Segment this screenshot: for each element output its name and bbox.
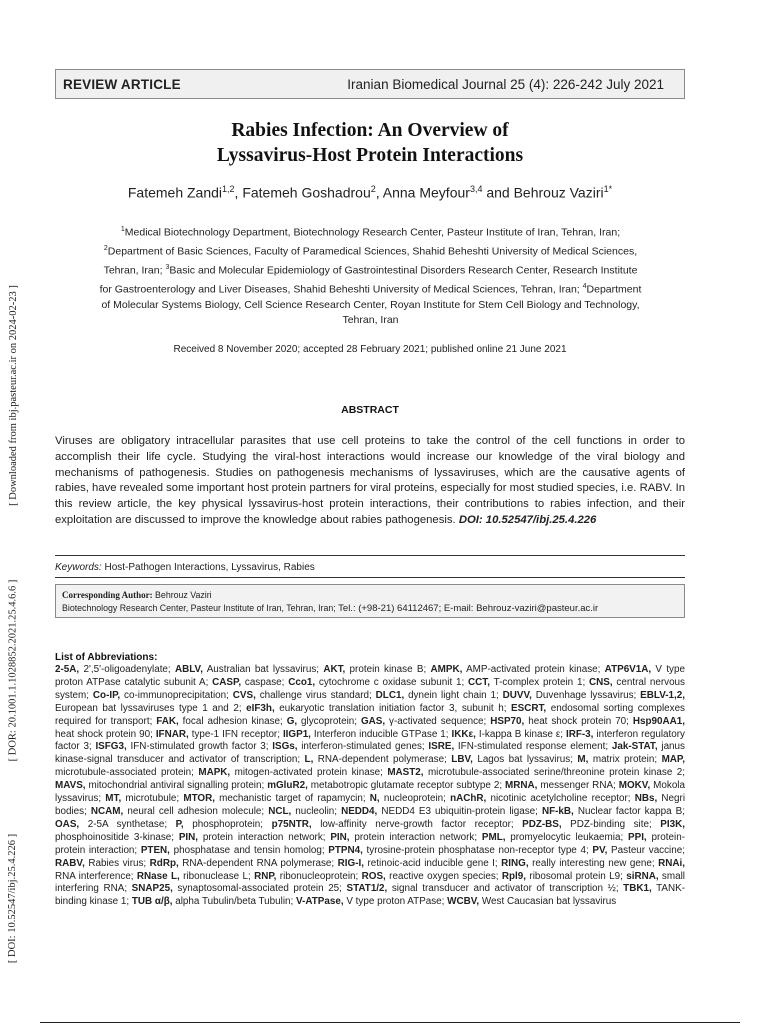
abbreviation-term: RIG-I, [337, 857, 364, 869]
download-stamp-text: [ Downloaded from ibj.pasteur.ac.ir on 2024-02-23 ] [7, 284, 19, 506]
abbreviation-term: NCAM, [90, 805, 124, 817]
abbreviation-term: NCL, [268, 805, 292, 817]
abbreviation-definition: I-kappa B kinase ε; [475, 728, 566, 740]
abbreviation-definition: challenge virus standard; [255, 689, 376, 701]
abbreviation-definition: janus kinase-signal transducer and activator of transcription; [55, 741, 685, 766]
abbreviation-term: ISGs, [272, 741, 298, 753]
abbreviations-heading: List of Abbreviations: [55, 652, 158, 663]
abbreviation-term: ISRE, [428, 741, 455, 753]
abbreviation-term: TUB α/β, [131, 896, 173, 908]
abbreviation-term: CNS, [589, 676, 613, 688]
abbreviation-term: Cco1, [288, 676, 316, 688]
abbreviation-term: ABLV, [174, 664, 203, 675]
abstract-heading: ABSTRACT [341, 404, 399, 416]
abbreviation-definition: protein interaction network; [349, 831, 482, 843]
abbreviation-term: AKT, [323, 664, 346, 675]
author-affiliation-mark: 3,4 [469, 184, 483, 194]
abbreviation-definition: IFN-stimulated response element; [454, 741, 612, 753]
abbreviations-list [55, 664, 685, 909]
corresponding-author-name: Behrouz Vaziri [152, 590, 212, 600]
abbreviation-term: P, [175, 818, 184, 830]
abbreviation-term: MAST2, [387, 767, 424, 779]
abbreviation-term: G, [286, 715, 298, 727]
abbreviation-term: Jak-STAT, [611, 741, 658, 753]
abbreviation-term: PDZ-BS, [522, 818, 562, 830]
affiliation-list [98, 222, 643, 328]
abbreviation-definition: phosphoinositide 3-kinase; [55, 831, 179, 843]
abbreviation-definition: alpha Tubulin/beta Tubulin; [172, 896, 297, 908]
abbreviation-term: CASP, [212, 676, 242, 688]
abbreviation-term: MAPK, [198, 767, 231, 779]
abbreviation-definition: protein kinase B; [345, 664, 431, 675]
keywords [55, 562, 685, 573]
abbreviation-definition: matrix protein; [588, 754, 662, 766]
author-name: Fatemeh Zandi [127, 184, 223, 201]
abbreviation-term: CVS, [232, 689, 256, 701]
abbreviation-definition: tyrosine-protein phosphatase non-receptor type 4; [362, 844, 593, 856]
abbreviation-term: ROS, [361, 870, 386, 882]
abbreviation-term: RNAi, [658, 857, 685, 869]
abbreviation-definition: V type proton ATPase catalytic subunit A; [55, 664, 685, 688]
abbreviation-definition: eukaryotic translation initiation factor 3, subunit h; [274, 702, 512, 714]
footer-rule [40, 1022, 740, 1023]
abstract-text [55, 434, 685, 529]
abstract-divider [55, 555, 685, 556]
abbreviation-term: CCT, [468, 676, 490, 688]
abbreviation-definition: AMP-activated protein kinase; [462, 664, 605, 675]
abbreviation-term: M, [577, 754, 589, 766]
abbreviation-definition: TANK-binding kinase 1; [55, 883, 685, 908]
abbreviation-definition: endosomal sorting complexes required for transport; [55, 702, 685, 727]
affiliation-mark: 2 [103, 244, 108, 252]
abbreviation-definition: Rabies virus; [84, 857, 150, 869]
title-line-1: Rabies Infection: An Overview of [231, 120, 509, 141]
abbreviation-definition: Interferon inducible GTPase 1; [310, 728, 452, 740]
abbreviation-definition: Australian bat lyssavirus; [202, 664, 324, 675]
abbreviation-term: IFNAR, [155, 728, 189, 740]
author-name: Behrouz Vaziri [513, 184, 604, 201]
download-stamp [0, 270, 26, 520]
abbreviation-term: GAS, [360, 715, 386, 727]
abbreviation-definition: mechanistic target of rapamycin; [214, 793, 370, 805]
abbreviation-term: RNP, [254, 870, 277, 882]
abbreviation-term: ISFG3, [95, 741, 127, 753]
abbreviation-definition: T-complex protein 1; [490, 676, 590, 688]
abbreviation-term: PIN, [330, 831, 350, 843]
abbreviation-definition: RNA-dependent polymerase; [313, 754, 452, 766]
author-separator: , [375, 184, 383, 201]
abbreviation-term: PTEN, [140, 844, 170, 856]
abbreviation-definition: heat shock protein 70; [524, 715, 633, 727]
abbreviation-definition: interferon-stimulated genes; [297, 741, 429, 753]
abbreviation-term: MAVS, [55, 780, 86, 792]
abbreviation-definition: heat shock protein 90; [55, 728, 156, 740]
publication-dates: Received 8 November 2020; accepted 28 February 2021; published online 21 June 2021 [173, 344, 567, 355]
abbreviation-definition: co-immunoprecipitation; [120, 689, 233, 701]
article-type-label: REVIEW ARTICLE [63, 76, 181, 92]
author-name: Fatemeh Goshadrou [242, 184, 371, 201]
abbreviation-term: PI3K, [660, 818, 685, 830]
abbreviation-term: siRNA, [626, 870, 659, 882]
abbreviation-definition: type-1 IFN receptor; [188, 728, 283, 740]
abbreviation-definition: RNA-dependent RNA polymerase; [178, 857, 338, 869]
abbreviation-definition: ribonucleoprotein; [276, 870, 362, 882]
keywords-label: Keywords: [55, 562, 102, 573]
abbreviation-term: OAS, [55, 818, 80, 830]
author-separator: , [234, 184, 243, 201]
affiliation-text: Medical Biotechnology Department, Biotechnology Research Center, Pasteur Institute of Iran, Tehran, Iran; [124, 226, 621, 239]
abbreviation-term: NF-kB, [541, 805, 574, 817]
abstract-body-text: Viruses are obligatory intracellular parasites that use cell proteins to take the control of the cell functions in order to accomplish their life cycle. Studying the viral-host interactions would increase our knowledge of the viral biology and mechanisms of pathogenesis. Studies on pathogenesis mechanisms of lyssaviruses, which are the causative agents of rabies, have revealed some important host protein partners for viral proteins, especially for most studied species, i.e. RABV. In this review article, the key physical lyssavirus-host protein interactions, their contributions to rabies infection, and their exploitation are discussed to improve the knowledge about rabies pathogenesis. [55, 435, 686, 526]
abbreviation-definition: microtubule; [121, 793, 184, 805]
abbreviation-term: RdRp, [149, 857, 179, 869]
abbreviation-definition: small interfering RNA; [55, 870, 685, 895]
abbreviation-term: EBLV-1,2, [640, 689, 685, 701]
keywords-text: Host-Pathogen Interactions, Lyssavirus, Rabies [101, 562, 315, 573]
abbreviation-term: N, [369, 793, 380, 805]
abbreviation-definition: Pasteur vaccine; [607, 844, 685, 856]
abbreviation-definition: protein interaction network; [198, 831, 331, 843]
abbreviation-term: Co-IP, [92, 689, 121, 701]
abbreviation-term: Rpl9, [501, 870, 527, 882]
abbreviation-term: NEDD4, [341, 805, 378, 817]
abbreviation-definition: Mokola lyssavirus; [55, 780, 685, 805]
affiliation-text: Department of Molecular Systems Biology, Cell Science Research Center, Royan Institute for Stem Cell Biology and Technology, Tehran, Iran [101, 283, 642, 327]
abbreviation-term: AMPK, [430, 664, 463, 675]
abbreviation-definition: phosphatase and tensin homolog; [169, 844, 329, 856]
abbreviation-definition: 2-5A synthetase; [79, 818, 176, 830]
author-affiliation-mark: 1,2 [222, 184, 235, 194]
abbreviation-definition: phosphoprotein; [183, 818, 272, 830]
abbreviation-term: DLC1, [375, 689, 405, 701]
author-affiliation-mark: 2 [370, 184, 376, 194]
abbreviation-definition: low-affinity nerve-growth factor receptor; [311, 818, 523, 830]
affiliation-mark: 3 [165, 263, 170, 271]
abbreviation-term: V-ATPase, [296, 896, 344, 908]
abbreviation-term: MOKV, [618, 780, 651, 792]
author-list [0, 184, 740, 201]
abbreviation-term: nAChR, [450, 793, 487, 805]
abbreviation-definition: interferon regulatory factor 3; [55, 728, 685, 753]
corresponding-author-line [62, 589, 678, 602]
abbreviation-definition: nucleolin; [291, 805, 342, 817]
abbreviation-term: eIF3h, [246, 702, 275, 714]
author-affiliation-mark: 1* [603, 184, 613, 194]
abbreviation-definition: central nervous system; [55, 676, 685, 701]
corresponding-contact-line [62, 602, 678, 615]
journal-citation: Iranian Biomedical Journal 25 (4): 226-242 July 2021 [347, 76, 664, 92]
abbreviation-term: IRF-3, [565, 728, 594, 740]
abbreviation-definition: metabotropic glutamate receptor subtype 2; [307, 780, 506, 792]
title-line-2: Lyssavirus-Host Protein Interactions [216, 145, 524, 166]
abbreviation-definition: Lagos bat lyssavirus; [472, 754, 578, 766]
abbreviation-term: PIN, [178, 831, 199, 843]
journal-header [55, 69, 685, 99]
abbreviation-term: RABV, [55, 857, 85, 869]
abbreviation-term: RING, [501, 857, 529, 869]
abbreviation-term: MRNA, [505, 780, 538, 792]
affiliation-mark: 4 [582, 282, 587, 290]
abbreviation-term: WCBV, [447, 896, 480, 908]
abbreviation-term: TBK1, [623, 883, 652, 895]
author-separator: and [482, 184, 514, 201]
abbreviation-definition: nucleoprotein; [379, 793, 451, 805]
abbreviation-definition: NEDD4 E3 ubiquitin-protein ligase; [377, 805, 542, 817]
abbreviation-term: MAP, [661, 754, 685, 766]
affiliation-text: Department of Basic Sciences, Faculty of Paramedical Sciences, Shahid Beheshti University of Medical Sciences, Tehran, Iran; [103, 245, 638, 277]
dor-stamp [0, 575, 26, 765]
abbreviation-definition: microtubule-associated protein; [55, 767, 199, 779]
abbreviation-term: ESCRT, [511, 702, 547, 714]
abbreviation-definition: ribosomal protein L9; [526, 870, 627, 882]
abbreviation-definition: reactive oxygen species; [385, 870, 502, 882]
abbreviation-term: STAT1/2, [346, 883, 388, 895]
abbreviation-definition: dynein light chain 1; [404, 689, 503, 701]
abbreviation-definition: synaptosomal-associated protein 25; [172, 883, 347, 895]
corresponding-contact[interactable]: Tel.: (+98-21) 64112467; E-mail: Behrouz-vaziri@pasteur.ac.ir [335, 603, 599, 614]
corresponding-author-label: Corresponding Author: [62, 590, 153, 600]
abbreviation-definition: protein-protein interaction; [55, 831, 685, 856]
abbreviation-term: IKKε, [451, 728, 476, 740]
abbreviation-definition: PDZ-binding site; [561, 818, 661, 830]
dor-stamp-text: [ DOR: 20.1001.1.1028852.2021.25.4.6.6 ] [7, 579, 19, 761]
abbreviation-term: L, [304, 754, 314, 766]
abbreviation-definition: neural cell adhesion molecule; [123, 805, 269, 817]
keywords-divider [55, 577, 685, 578]
abbreviation-term: PTPN4, [328, 844, 363, 856]
corresponding-author-box [55, 584, 685, 618]
abbreviation-definition: messenger RNA; [537, 780, 619, 792]
abbreviation-term: FAK, [156, 715, 179, 727]
abbreviation-term: HSP70, [490, 715, 525, 727]
abbreviation-term: PPI, [628, 831, 647, 843]
abbreviation-definition: caspase; [241, 676, 289, 688]
corresponding-address: Biotechnology Research Center, Pasteur Institute of Iran, Tehran, Iran; [62, 603, 336, 613]
abbreviation-definition: retinoic-acid inducible gene I; [364, 857, 502, 869]
abbreviation-definition: γ-activated sequence; [385, 715, 491, 727]
abstract-doi[interactable]: DOI: 10.52547/ibj.25.4.226 [458, 513, 597, 526]
abbreviation-definition: glycoprotein; [297, 715, 361, 727]
abbreviation-definition: microtubule-associated serine/threonine protein kinase 2; [423, 767, 685, 779]
abbreviation-term: LBV, [451, 754, 473, 766]
paper-title [0, 118, 740, 168]
abbreviation-definition: ribonuclease L; [179, 870, 255, 882]
author-name: Anna Meyfour [382, 184, 470, 201]
abbreviation-term: RNase L, [136, 870, 180, 882]
abbreviation-definition: mitochondrial antiviral signalling protein; [85, 780, 268, 792]
abbreviation-definition: IFN-stimulated growth factor 3; [126, 741, 273, 753]
abbreviation-term: MTOR, [183, 793, 215, 805]
abbreviation-term: MT, [105, 793, 122, 805]
abbreviation-term: PV, [592, 844, 608, 856]
affiliation-mark: 1 [120, 226, 125, 233]
abbreviation-term: PML, [481, 831, 506, 843]
abbreviation-definition: really interesting new gene; [528, 857, 659, 869]
abbreviation-term: p75NTR, [271, 818, 312, 830]
doi-stamp [0, 828, 26, 968]
abbreviation-definition: European bat lyssaviruses type 1 and 2; [55, 702, 247, 714]
abbreviation-definition: nicotinic acetylcholine receptor; [486, 793, 635, 805]
abbreviation-definition: mitogen-activated protein kinase; [230, 767, 388, 779]
abbreviation-term: ATP6V1A, [604, 664, 652, 675]
abbreviation-term: IIGP1, [282, 728, 311, 740]
abbreviation-definition: Duvenhage lyssavirus; [531, 689, 641, 701]
abbreviation-definition: V type proton ATPase; [343, 896, 448, 908]
abbreviation-definition: signal transducer and activator of transcription ½; [387, 883, 624, 895]
abbreviation-term: NBs, [634, 793, 658, 805]
abbreviation-term: Hsp90AA1, [632, 715, 685, 727]
abbreviation-term: 2-5A, [55, 664, 80, 675]
affiliation-text: Basic and Molecular Epidemiology of Gastrointestinal Disorders Research Center, Research Institute for Gastroenterology and Liver Diseases, Shahid Beheshti University of Medical Sciences, Tehran, Iran; [99, 264, 638, 296]
abbreviation-term: mGluR2, [267, 780, 308, 792]
abbreviation-definition: promyelocytic leukaemia; [505, 831, 629, 843]
abbreviation-term: DUVV, [502, 689, 532, 701]
abbreviation-term: SNAP25, [131, 883, 173, 895]
abbreviation-definition: RNA interference; [55, 870, 137, 882]
abbreviation-definition: 2',5'-oligoadenylate; [79, 664, 175, 675]
abbreviation-definition: Nuclear factor kappa B; [573, 805, 685, 817]
abbreviation-definition: cytochrome c oxidase subunit 1; [315, 676, 469, 688]
abbreviation-definition: West Caucasian bat lyssavirus [479, 896, 617, 908]
doi-stamp-text: [ DOI: 10.52547/ibj.25.4.226 ] [7, 833, 19, 963]
abbreviation-definition: Negri bodies; [55, 793, 686, 817]
abbreviation-definition: focal adhesion kinase; [178, 715, 287, 727]
